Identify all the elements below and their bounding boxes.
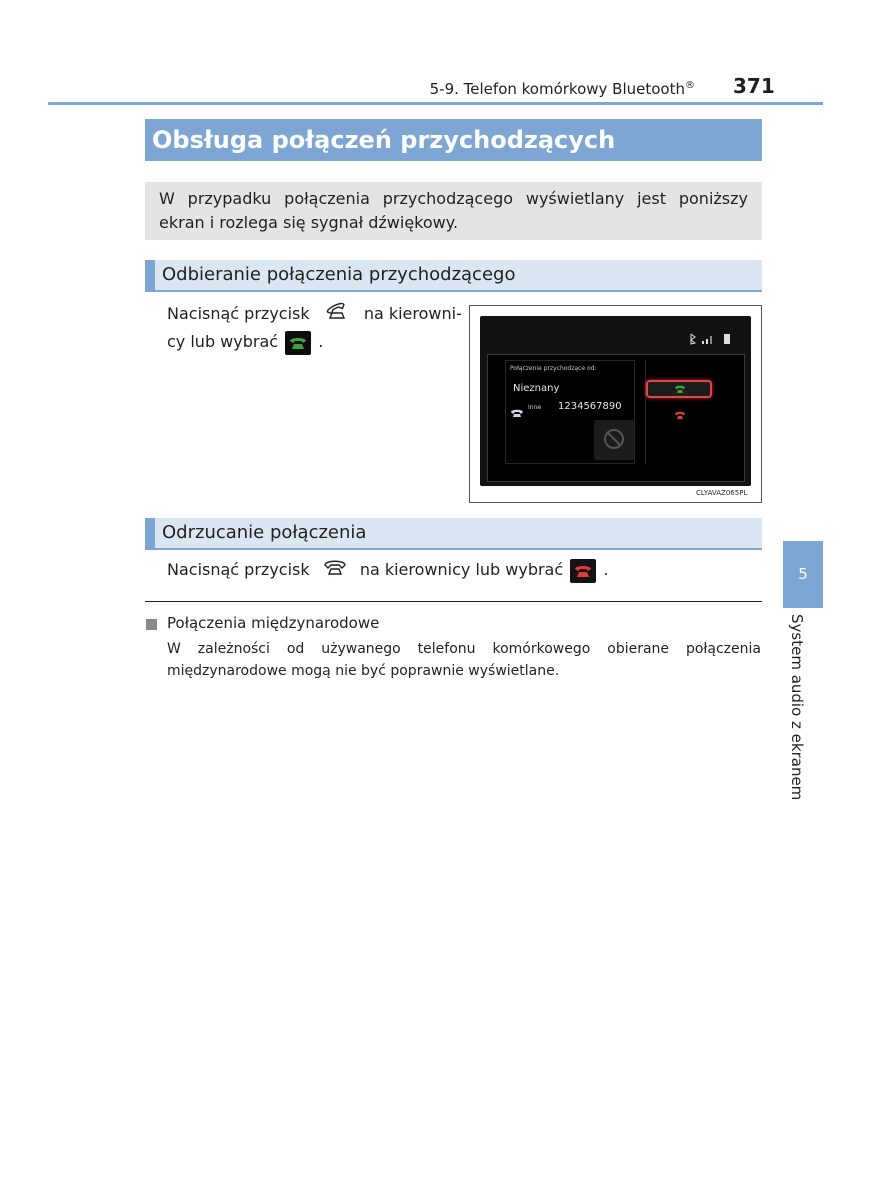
header-rule (48, 102, 823, 105)
steering-off-hook-switch-icon (325, 301, 349, 329)
answer-text-line2: cy lub wybrać (167, 332, 279, 351)
intro-text: W przypadku połączenia przychodzącego wyświetlany jest poniższy ekran i rozlega się sygnał dźwiękowy. (159, 189, 748, 232)
answer-text-after: na kierowni- (363, 304, 462, 323)
prohibited-icon (602, 427, 626, 451)
screen-decline-button[interactable] (674, 405, 686, 424)
note-title: Połączenia międzynarodowe (167, 614, 380, 632)
running-header (430, 80, 695, 98)
page-title: Obsługa połączeń przychodzących (145, 119, 762, 161)
phone-type-label: Inne (528, 404, 542, 411)
registered-mark: ® (685, 80, 695, 91)
note-divider (145, 601, 762, 602)
accept-call-button-icon (285, 331, 311, 355)
answer-instruction-line2 (167, 328, 323, 356)
note-bullet-square (146, 619, 157, 630)
reject-text-end: . (603, 560, 609, 579)
reject-instruction (167, 556, 608, 585)
chapter-number: 5 (798, 565, 808, 583)
heading-answer-call: Odbieranie połączenia przychodzącego (145, 260, 762, 292)
phone-type-icon (510, 403, 524, 422)
steering-on-hook-switch-icon (323, 557, 347, 585)
header-section-title: 5-9. Telefon komórkowy Bluetooth (429, 80, 685, 98)
status-icons (688, 330, 734, 349)
screen-accept-button[interactable] (646, 380, 712, 398)
reject-call-button-icon (570, 559, 596, 583)
caller-number: 1234567890 (558, 401, 622, 412)
page-number: 371 (733, 74, 775, 98)
chapter-label: System audio z ekranem (788, 614, 806, 801)
reject-text-middle: na kierownicy lub wybrać (359, 560, 564, 579)
caller-name: Nieznany (513, 383, 560, 394)
call-action-panel (645, 360, 731, 464)
chapter-tab (783, 541, 823, 608)
note-body: W zależności od używanego telefonu komórkowego obierane połączenia międzynarodowe mogą nie być poprawnie wyświetlane. (167, 641, 761, 679)
answer-text-before: Nacisnąć przycisk (167, 304, 310, 323)
intro-box (145, 182, 762, 240)
screen-disabled-button[interactable] (594, 420, 634, 460)
reject-text-before: Nacisnąć przycisk (167, 560, 310, 579)
answer-instruction-line1 (167, 300, 462, 329)
figure-code: CLYAVAZ065PL (696, 489, 748, 497)
incoming-call-label: Połączenie przychodzące od: (510, 365, 597, 372)
answer-text-end: . (318, 332, 324, 351)
heading-reject-call: Odrzucanie połączenia (145, 518, 762, 550)
